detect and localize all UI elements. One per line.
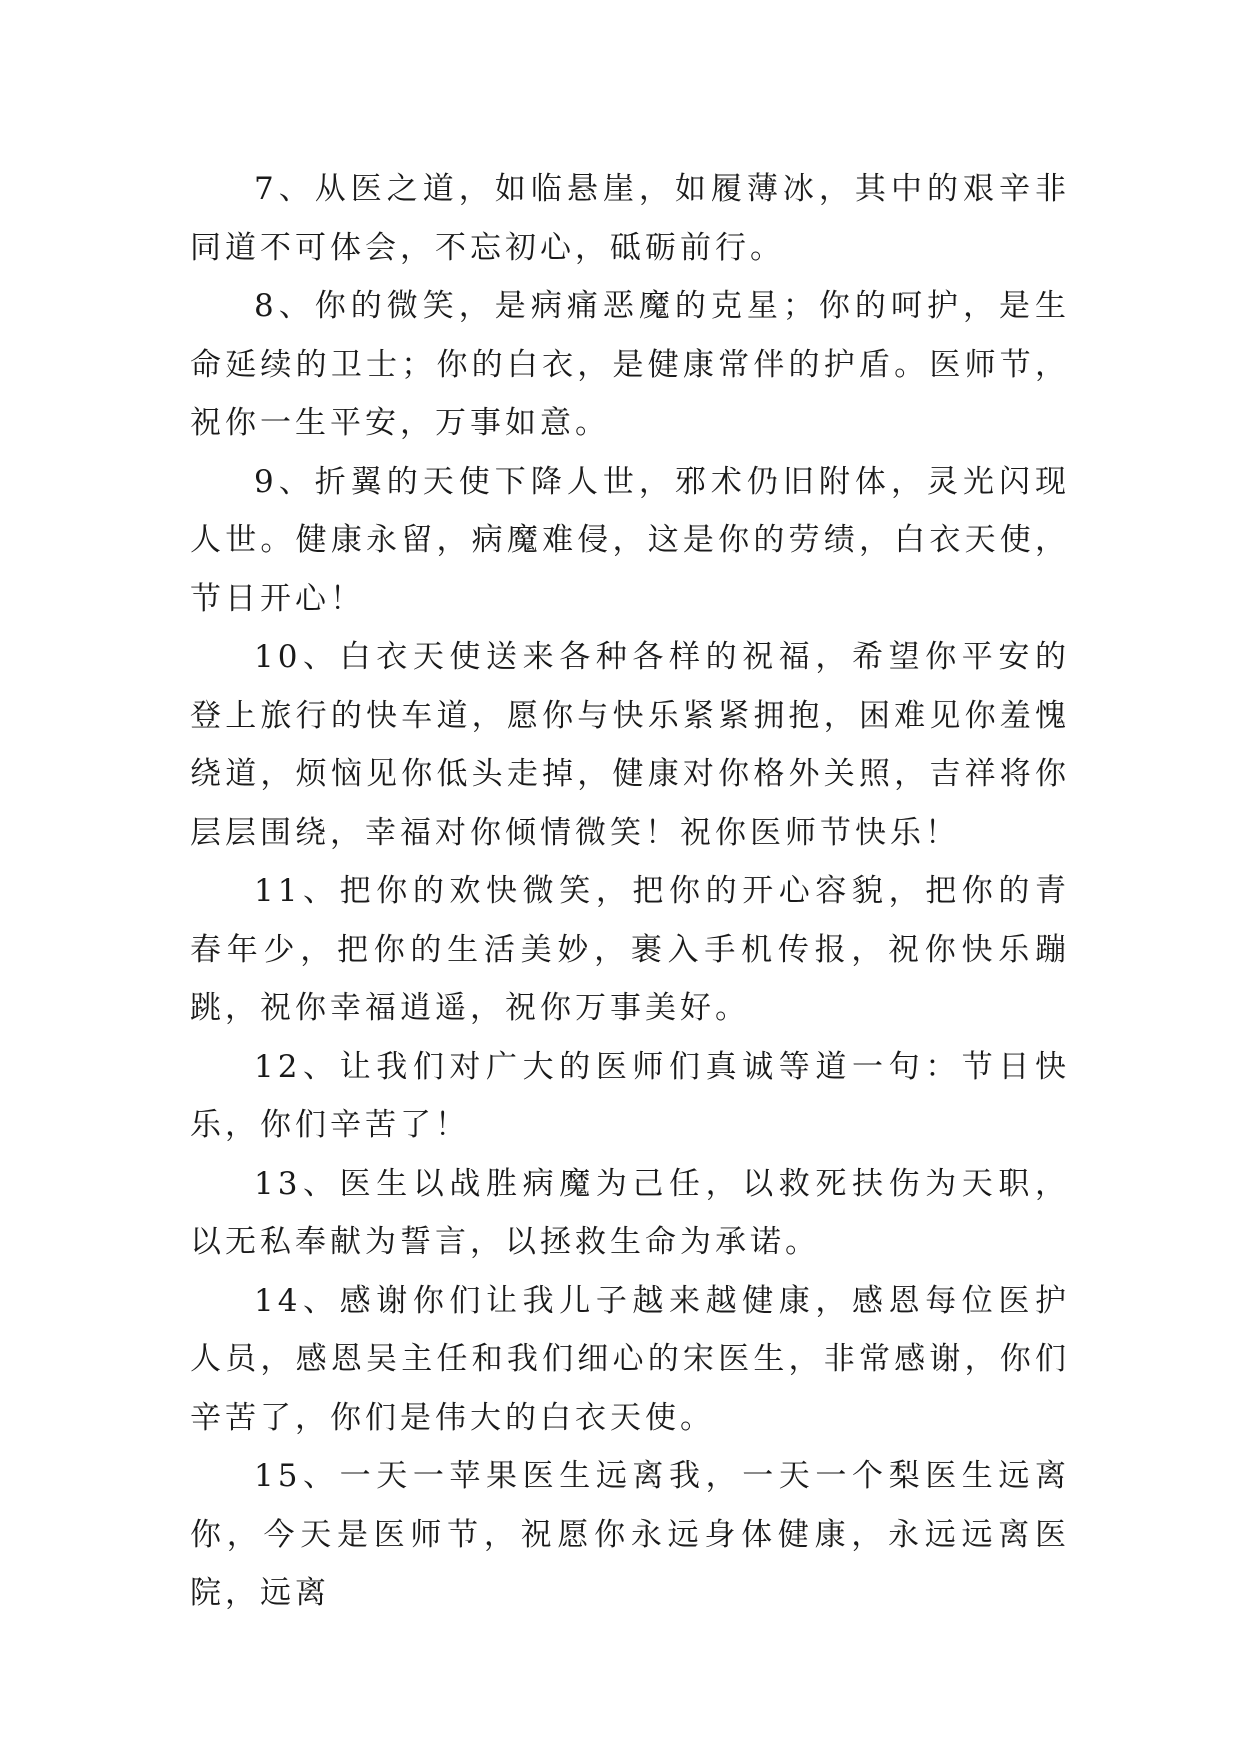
document-body — [190, 160, 1070, 1623]
paragraph-10: 10、白衣天使送来各种各样的祝福，希望你平安的登上旅行的快车道，愿你与快乐紧紧拥抱，困难见你羞愧绕道，烦恼见你低头走掉，健康对你格外关照，吉祥将你层层围绕，幸福对你倾情微笑！祝你医师节快乐！ — [190, 639, 1070, 851]
paragraph-11: 11、把你的欢快微笑，把你的开心容貌，把你的青春年少，把你的生活美妙，裹入手机传报，祝你快乐蹦跳，祝你幸福逍遥，祝你万事美好。 — [190, 873, 1070, 1026]
paragraph-9: 9、折翼的天使下降人世，邪术仍旧附体，灵光闪现人世。健康永留，病魔难侵，这是你的劳绩，白衣天使，节日开心！ — [190, 463, 1070, 617]
paragraph-13: 13、医生以战胜病魔为己任，以救死扶伤为天职，以无私奉献为誓言，以拯救生命为承诺。 — [190, 1165, 1070, 1260]
paragraph-8: 8、你的微笑，是病痛恶魔的克星；你的呵护，是生命延续的卫士；你的白衣，是健康常伴的护盾。医师节，祝你一生平安，万事如意。 — [190, 288, 1070, 441]
paragraph-12: 12、让我们对广大的医师们真诚等道一句：节日快乐，你们辛苦了！ — [190, 1048, 1070, 1143]
paragraph-15: 15、一天一苹果医生远离我，一天一个梨医生远离你，今天是医师节，祝愿你永远身体健康，永远远离医院，远离 — [190, 1458, 1070, 1611]
paragraph-7: 7、从医之道，如临悬崖，如履薄冰，其中的艰辛非同道不可体会，不忘初心，砥砺前行。 — [190, 171, 1070, 266]
paragraph-14: 14、感谢你们让我儿子越来越健康，感恩每位医护人员，感恩吴主任和我们细心的宋医生，非常感谢，你们辛苦了，你们是伟大的白衣天使。 — [190, 1282, 1070, 1436]
